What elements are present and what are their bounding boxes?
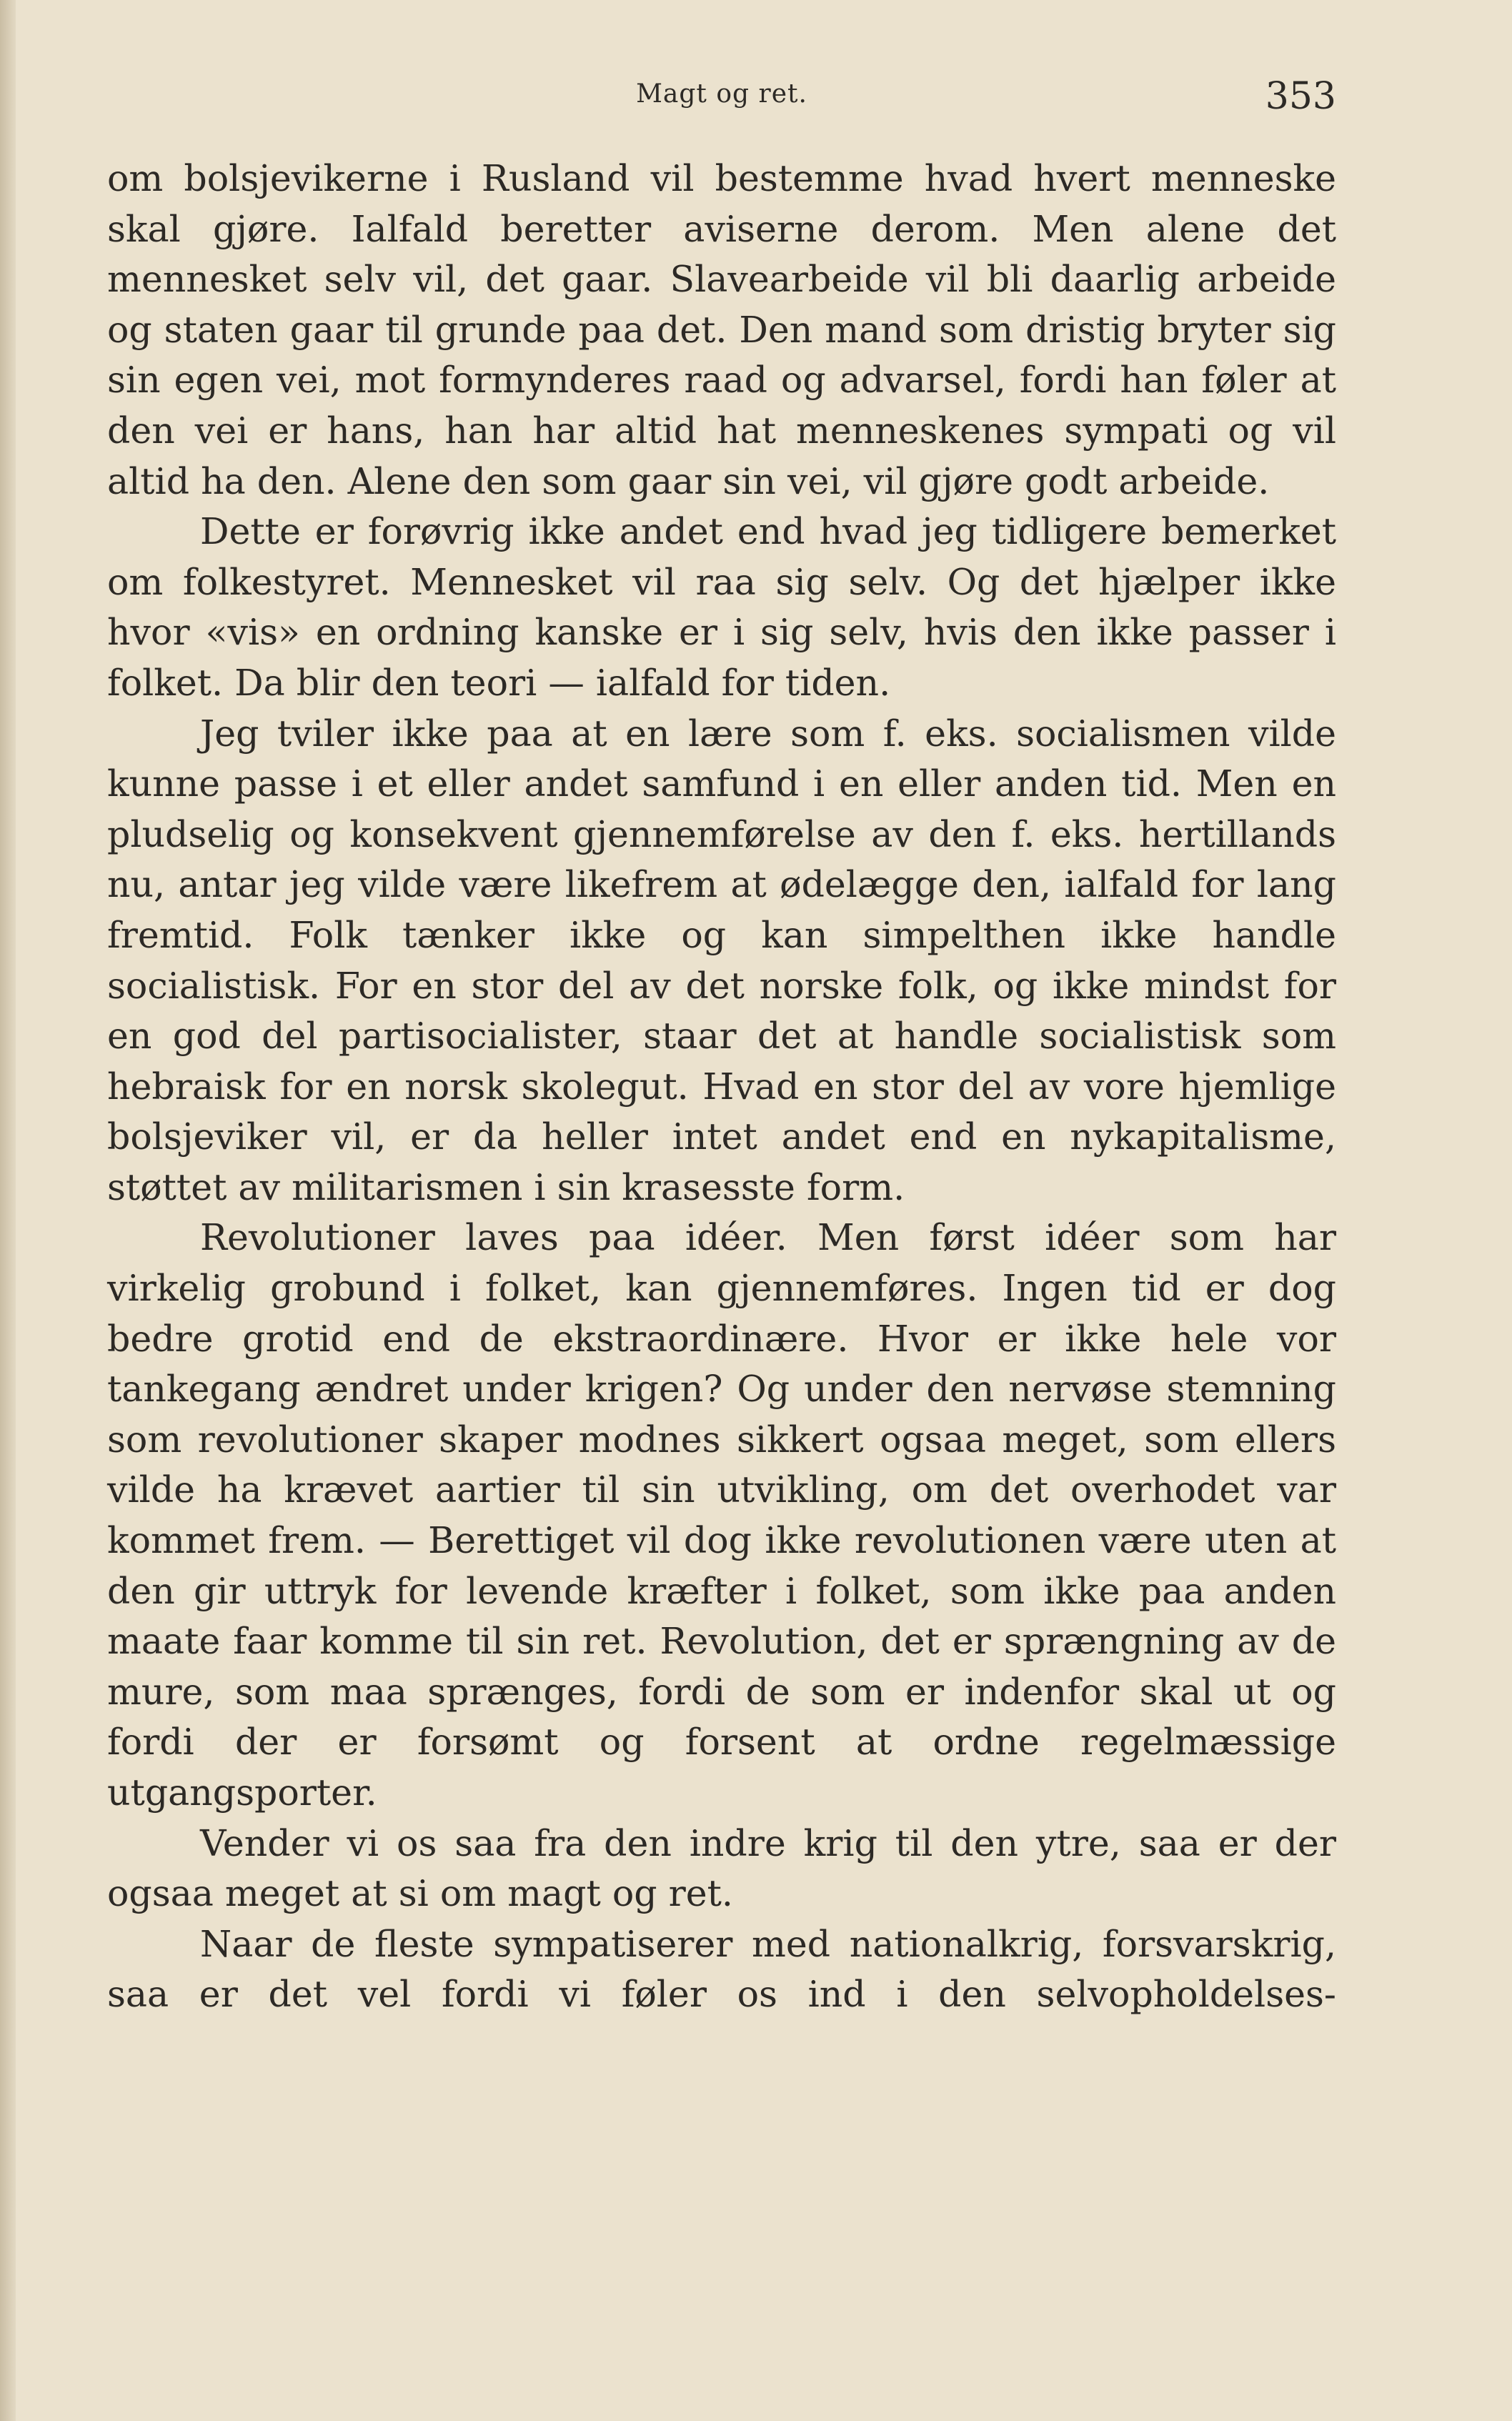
- paragraph: Vender vi os saa fra den indre krig til den ytre, saa er der ogsaa meget at si om magt og ret.: [107, 1821, 1336, 1915]
- page-number: 353: [1265, 75, 1336, 118]
- running-title: Magt og ret.: [636, 79, 807, 109]
- running-head: [107, 75, 1336, 132]
- paragraph: Naar de fleste sympatiserer med nationalkrig, forsvarskrig, saa er det vel fordi vi føler os ind i den selvopholdelses-: [107, 1922, 1336, 2016]
- paragraph: Dette er forøvrig ikke andet end hvad jeg tidligere bemerket om folkestyret. Mennesket vil raa sig selv. Og det hjælper ikke hvor «vis» en ordning kanske er i sig selv, hvis den ikke passer i folket. Da blir den teori — ialfald for tiden.: [107, 510, 1336, 704]
- paragraph: om bolsjevikerne i Rusland vil bestemme hvad hvert menneske skal gjøre. Ialfald beretter aviserne derom. Men alene det mennesket selv vil, det gaar. Slavearbeide vil bli daarlig arbeide og staten gaar til grunde paa det. Den mand som dristig bryter sig sin egen vei, mot formynderes raad og advarsel, fordi han føler at den vei er hans, han har altid hat menneskenes sympati og vil altid ha den. Alene den som gaar sin vei, vil gjøre godt arbeide.: [107, 157, 1336, 502]
- paragraph: Jeg tviler ikke paa at en lære som f. eks. socialismen vilde kunne passe i et eller andet samfund i en eller anden tid. Men en pludselig og konsekvent gjennemførelse av den f. eks. hertillands nu, antar jeg vilde være likefrem at ødelægge den, ialfald for lang fremtid. Folk tænker ikke og kan simpelthen ikke handle socialistisk. For en stor del av det norske folk, og ikke mindst for en god del partisocialister, staar det at handle socialistisk som hebraisk for en norsk skolegut. Hvad en stor del av vore hjemlige bolsjeviker vil, er da heller intet andet end en nykapitalisme, støttet av militarismen i sin krasesste form.: [107, 712, 1336, 1208]
- binding-edge: [0, 0, 16, 2421]
- body-text: [107, 154, 1336, 2020]
- paragraph: Revolutioner laves paa idéer. Men først idéer som har virkelig grobund i folket, kan gjennemføres. Ingen tid er dog bedre grotid end de ekstraordinære. Hvor er ikke hele vor tankegang ændret under krigen? Og under den nervøse stemning som revolutioner skaper modnes sikkert ogsaa meget, som ellers vilde ha krævet aartier til sin utvikling, om det overhodet var kommet frem. — Berettiget vil dog ikke revolutionen være uten at den gir uttryk for levende kræfter i folket, som ikke paa anden maate faar komme til sin ret. Revolution, det er sprængning av de mure, som maa sprænges, fordi de som er indenfor skal ut og fordi der er forsømt og forsent at ordne regelmæssige utgangsporter.: [107, 1216, 1336, 1814]
